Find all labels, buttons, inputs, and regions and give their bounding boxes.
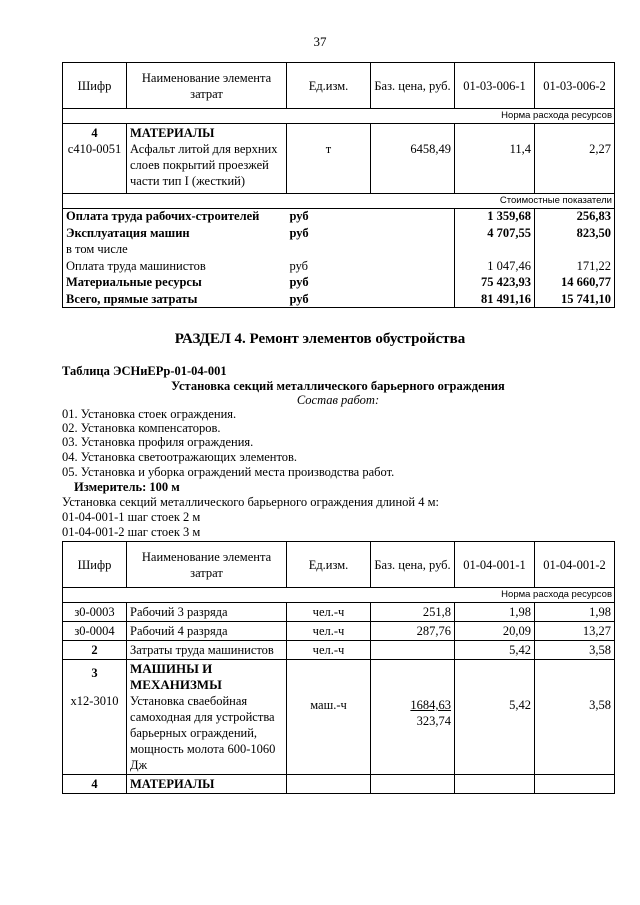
meter: Измеритель: 100 м — [74, 480, 180, 494]
work-title: Состав работ: — [296, 393, 380, 407]
table-row — [63, 124, 615, 194]
work-item: 04. Установка светоотражающих элементов. — [62, 450, 298, 464]
table-caption: Установка секций металлического барьерного ограждения — [171, 379, 505, 393]
section-title: РАЗДЕЛ 4. Ремонт элементов обустройства — [174, 331, 466, 347]
description: Установка секций металлического барьерного ограждения длиной 4 м: — [62, 495, 440, 509]
header-name: Наименование элемента затрат — [127, 542, 287, 588]
table-row: з0-0004 Рабочий 4 разряда чел.-ч 287,76 20,09 13,27 — [63, 622, 615, 641]
machine-price-2: 323,74 — [416, 714, 451, 728]
header-name: Наименование элемента затрат — [127, 63, 287, 109]
row-code: с410-0051 — [67, 142, 122, 156]
group-title: МАТЕРИАЛЫ — [130, 126, 215, 140]
row-v2: 2,27 — [589, 142, 611, 156]
resource-table-2 — [62, 541, 615, 794]
row-v1: 11,4 — [509, 142, 531, 156]
header-unit: Ед.изм. — [287, 542, 371, 588]
variant: 01-04-001-2 шаг стоек 3 м — [62, 525, 201, 539]
summary-row: Эксплуатация машин руб 4 707,55 823,50 — [63, 225, 615, 242]
norm-label: Норма расхода ресурсов — [63, 109, 615, 124]
summary-row: Оплата труда рабочих-строителей руб 1 359,68 256,83 — [63, 208, 615, 225]
machine-v1: 5,42 — [509, 698, 531, 712]
header-price: Баз. цена, руб. — [371, 63, 455, 109]
machine-unit: маш.-ч — [310, 698, 347, 712]
summary-row: Всего, прямые затраты руб 81 491,16 15 741,10 — [63, 291, 615, 308]
cost-label: Стоимостные показатели — [63, 194, 615, 209]
machine-price: 1684,63 — [410, 698, 451, 712]
row-price: 6458,49 — [410, 142, 451, 156]
group-title: МАШИНЫ И МЕХАНИЗМЫ — [130, 661, 222, 692]
machine-v2: 3,58 — [589, 698, 611, 712]
table-row: 2 Затраты труда машинистов чел.-ч 5,42 3,58 — [63, 641, 615, 660]
variant: 01-04-001-1 шаг стоек 2 м — [62, 510, 201, 524]
work-item: 02. Установка компенсаторов. — [62, 421, 221, 435]
group-number: 3 — [91, 666, 98, 680]
header-col2: 01-04-001-2 — [535, 542, 615, 588]
group-number: 4 — [91, 126, 98, 140]
header-col1: 01-03-006-1 — [455, 63, 535, 109]
header-col1: 01-04-001-1 — [455, 542, 535, 588]
header-code: Шифр — [63, 542, 127, 588]
summary-row: Оплата труда машинистов руб 1 047,46 171,22 — [63, 258, 615, 275]
machine-name: Установка сваебойная самоходная для устройства барьерных ограждений, мощность молота 600-1060 Дж — [130, 694, 276, 772]
row-name: Асфальт литой для верхних слоев покрытий проезжей части тип I (жесткий) — [130, 142, 278, 188]
table-row: з0-0003 Рабочий 3 разряда чел.-ч 251,8 1,98 1,98 — [63, 603, 615, 622]
summary-row: Материальные ресурсы руб 75 423,93 14 660,77 — [63, 274, 615, 291]
work-item: 01. Установка стоек ограждения. — [62, 407, 237, 421]
work-item: 05. Установка и уборка ограждений места производства работ. — [62, 465, 395, 479]
table-row: 4 МАТЕРИАЛЫ — [63, 775, 615, 794]
work-item: 03. Установка профиля ограждения. — [62, 435, 254, 449]
page-number: 37 — [313, 34, 327, 49]
header-code: Шифр — [63, 63, 127, 109]
table-name: Таблица ЭСНиЕРр-01-04-001 — [62, 364, 227, 378]
header-unit: Ед.изм. — [287, 63, 371, 109]
resource-table-1 — [62, 62, 615, 209]
cost-summary-table — [62, 208, 615, 308]
summary-row: в том числе — [63, 241, 615, 258]
norm-label: Норма расхода ресурсов — [63, 588, 615, 603]
row-unit: т — [325, 142, 332, 156]
machine-code: х12-3010 — [70, 694, 119, 708]
header-price: Баз. цена, руб. — [371, 542, 455, 588]
header-col2: 01-03-006-2 — [535, 63, 615, 109]
table-row — [63, 660, 615, 775]
